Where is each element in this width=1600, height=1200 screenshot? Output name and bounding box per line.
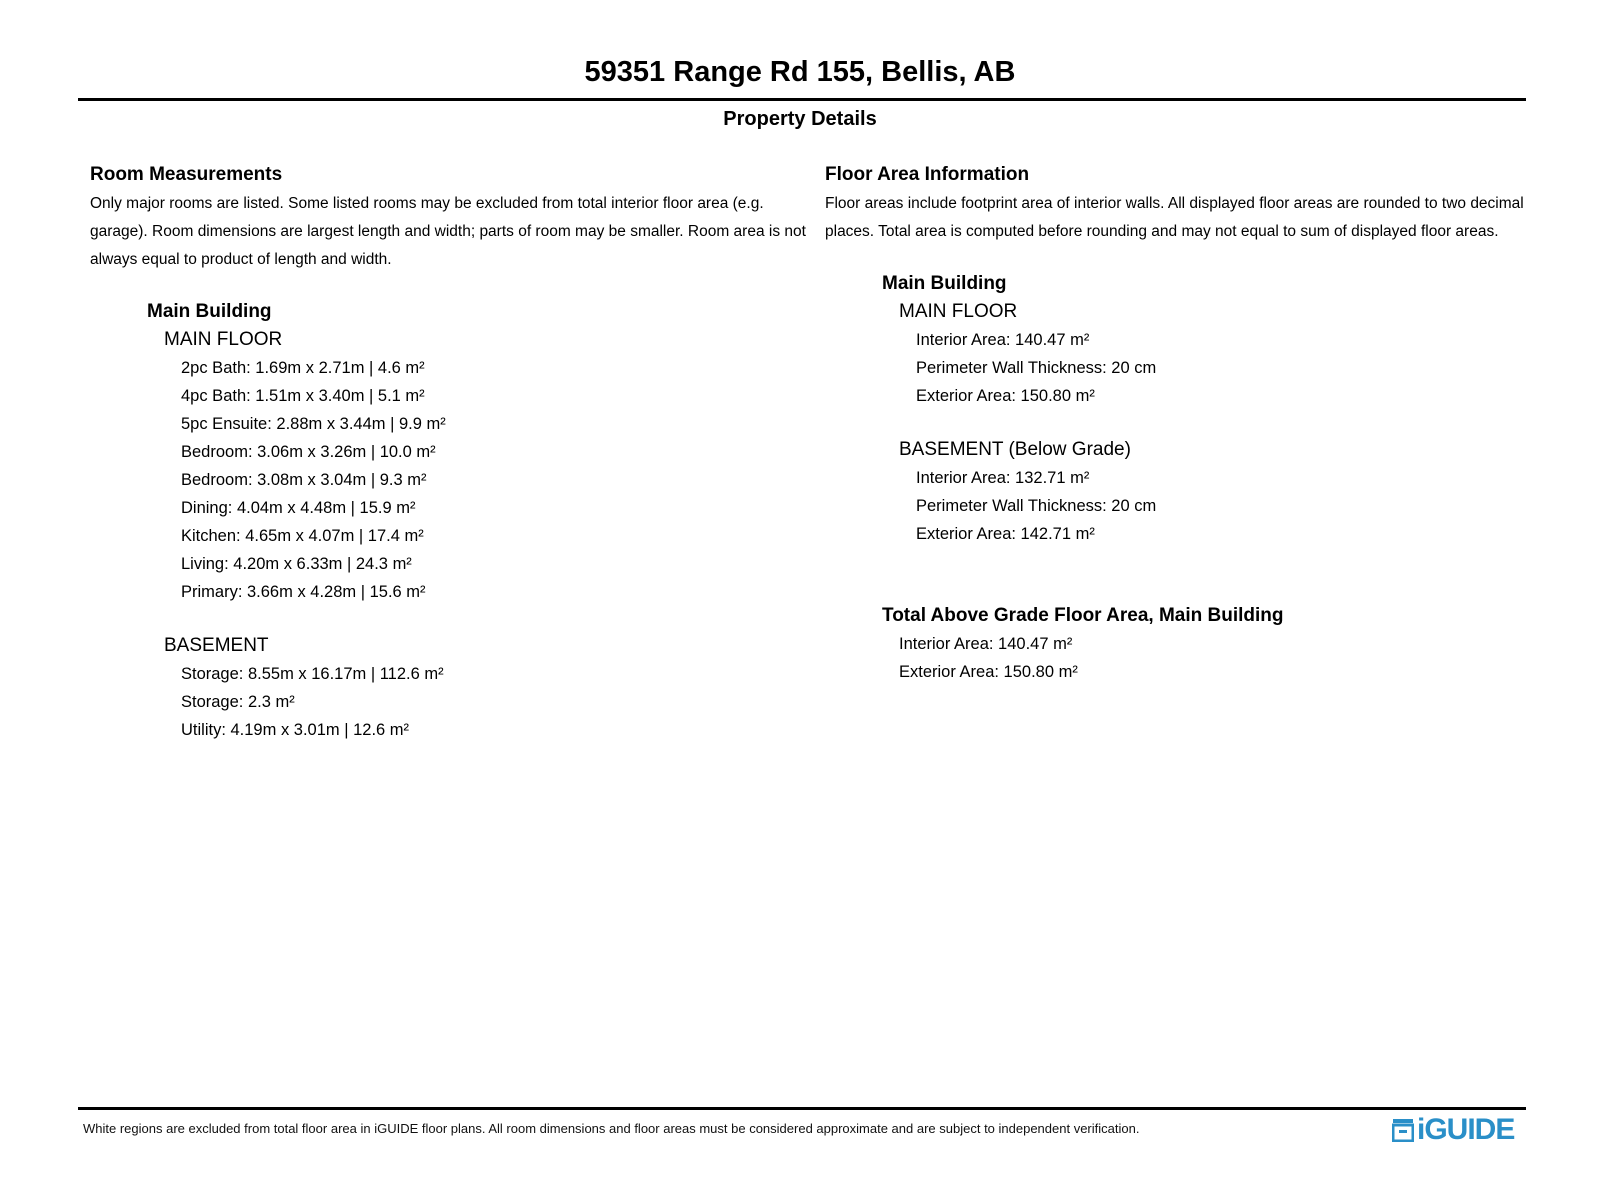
room-item: 5pc Ensuite: 2.88m x 3.44m | 9.9 m² bbox=[181, 415, 446, 433]
room-measurements-heading: Room Measurements bbox=[90, 164, 283, 185]
page-title: 59351 Range Rd 155, Bellis, AB bbox=[584, 56, 1016, 88]
area-item: Exterior Area: 142.71 m² bbox=[916, 525, 1095, 543]
room-measurements-section bbox=[90, 160, 810, 744]
floor-area-description: Floor areas include footprint area of interior walls. All displayed floor areas are rounded to two decimal places. Total area is computed before rounding and may not equal to sum of displayed floor areas. bbox=[825, 195, 1524, 240]
floor-heading-basement: BASEMENT bbox=[164, 635, 269, 656]
room-item: 2pc Bath: 1.69m x 2.71m | 4.6 m² bbox=[181, 359, 425, 377]
area-item: Interior Area: 132.71 m² bbox=[916, 469, 1090, 487]
building-heading: Main Building bbox=[882, 273, 1007, 294]
room-item: Kitchen: 4.65m x 4.07m | 17.4 m² bbox=[181, 527, 424, 545]
area-item: Exterior Area: 150.80 m² bbox=[916, 387, 1095, 405]
room-item: Storage: 2.3 m² bbox=[181, 693, 295, 711]
total-area-item: Interior Area: 140.47 m² bbox=[899, 635, 1073, 653]
building-heading: Main Building bbox=[147, 301, 272, 322]
floor-area-heading: Floor Area Information bbox=[825, 164, 1030, 185]
area-item: Interior Area: 140.47 m² bbox=[916, 331, 1090, 349]
iguide-logo bbox=[1392, 1115, 1514, 1145]
room-item: 4pc Bath: 1.51m x 3.40m | 5.1 m² bbox=[181, 387, 425, 405]
floor-heading-main: MAIN FLOOR bbox=[164, 329, 283, 350]
footer-note: White regions are excluded from total floor area in iGUIDE floor plans. All room dimensions and floor areas must be considered approximate and are subject to independent verification. bbox=[83, 1121, 1140, 1136]
room-item: Storage: 8.55m x 16.17m | 112.6 m² bbox=[181, 665, 444, 683]
footer-divider bbox=[78, 1107, 1526, 1110]
title-divider bbox=[78, 98, 1526, 101]
iguide-logo-text: iGUIDE bbox=[1417, 1113, 1515, 1146]
total-area-item: Exterior Area: 150.80 m² bbox=[899, 663, 1078, 681]
room-item: Bedroom: 3.06m x 3.26m | 10.0 m² bbox=[181, 443, 436, 461]
room-item: Bedroom: 3.08m x 3.04m | 9.3 m² bbox=[181, 471, 427, 489]
room-item: Utility: 4.19m x 3.01m | 12.6 m² bbox=[181, 721, 410, 739]
iguide-logo-icon bbox=[1392, 1118, 1414, 1142]
total-area-heading: Total Above Grade Floor Area, Main Building bbox=[882, 605, 1284, 626]
room-item: Living: 4.20m x 6.33m | 24.3 m² bbox=[181, 555, 412, 573]
area-item: Perimeter Wall Thickness: 20 cm bbox=[916, 497, 1157, 515]
room-item: Dining: 4.04m x 4.48m | 15.9 m² bbox=[181, 499, 416, 517]
floor-heading-main: MAIN FLOOR bbox=[899, 301, 1018, 322]
room-measurements-description: Only major rooms are listed. Some listed rooms may be excluded from total interior floor area (e.g. garage). Room dimensions are largest length and width; parts of room may be smaller. Room area is not always equal to product of length and width. bbox=[90, 195, 806, 268]
area-item: Perimeter Wall Thickness: 20 cm bbox=[916, 359, 1157, 377]
page-subtitle: Property Details bbox=[723, 108, 877, 130]
floor-heading-basement: BASEMENT (Below Grade) bbox=[899, 439, 1131, 460]
floor-area-section bbox=[825, 160, 1545, 686]
room-item: Primary: 3.66m x 4.28m | 15.6 m² bbox=[181, 583, 426, 601]
